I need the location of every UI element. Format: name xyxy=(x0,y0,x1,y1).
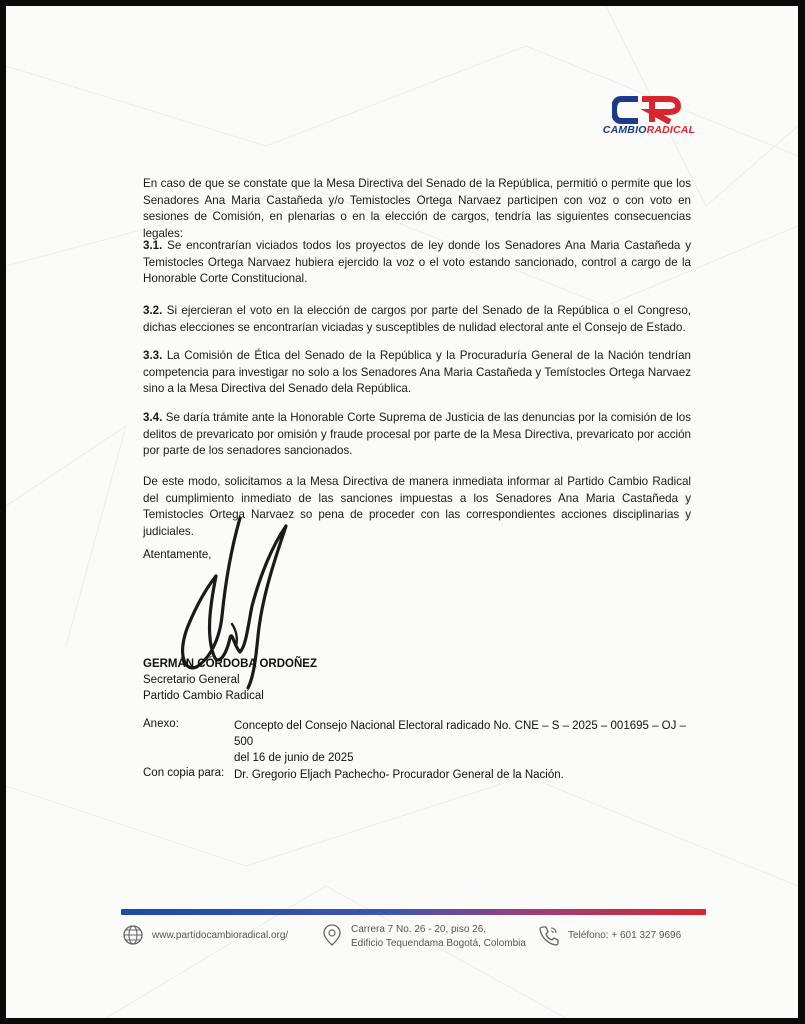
item-text: Se daría trámite ante la Honorable Corte Suprema de Justicia de las denuncias por la comisión de los delitos de prevaricato por omisión y fraude procesal por parte de la Mesa Directiva, prevaricato por acción por parte de los senadores sancionados. xyxy=(143,411,691,457)
intro-paragraph: En caso de que se constate que la Mesa Directiva del Senado de la República, permitió o permite que los Senadores Ana Maria Castañeda y/o Temistocles Ortega Narvaez participen con voz o con voto en sesiones de Comisión, en plenarias o en la elección de cargos, tendría las siguientes consecuencias legales: xyxy=(143,177,691,240)
cr-logo-icon xyxy=(612,96,684,124)
logo-text-radical: RADICAL xyxy=(646,124,696,136)
item-3-3 xyxy=(143,348,691,398)
item-text: La Comisión de Ética del Senado de la República y la Procuraduría General de la Nación tendrían competencia para investigar no solo a los Senadores Ana Maria Castañeda y Temístocles Ortega Narvaez sino a la Mesa Directiva del Senado dela República. xyxy=(143,349,691,395)
globe-icon xyxy=(122,924,144,946)
phone-icon xyxy=(538,924,560,946)
signer-name: GERMÁN CÓRDOBA ORDOÑEZ xyxy=(143,658,317,670)
footer-gradient-bar xyxy=(121,909,706,915)
item-number: 3.3. xyxy=(143,349,163,362)
footer-address xyxy=(351,923,526,951)
logo-text-cambio: CAMBIO xyxy=(602,124,647,136)
footer-address-line-1: Carrera 7 No. 26 - 20, piso 26, xyxy=(351,924,487,935)
item-text: Si ejercieran el voto en la elección de cargos por parte del Senado de la República o el Congreso, dichas elecciones se encontrarían viciadas y susceptibles de nulidad electoral ante el Consejo de Estado. xyxy=(143,304,691,334)
item-text: Se encontrarían viciados todos los proyectos de ley donde los Senadores Ana Maria Castañeda y Temistocles Ortega Narvaez hubiera ejercido la voz o el voto estando sancionado, control a cargo de la Honorable Corte Constitucional. xyxy=(143,239,691,285)
item-3-1 xyxy=(143,238,691,288)
footer-address-line-2: Edificio Tequendama Bogotá, Colombia xyxy=(351,938,526,949)
copy-label: Con copia para: xyxy=(143,767,225,779)
item-number: 3.2. xyxy=(143,304,163,317)
annex-label: Anexo: xyxy=(143,718,179,730)
logo-wordmark xyxy=(584,124,714,136)
annex-value xyxy=(234,718,704,766)
item-3-2 xyxy=(143,303,691,336)
footer-phone: Teléfono: + 601 327 9696 xyxy=(568,930,682,941)
signer-title: Secretario General xyxy=(143,674,240,686)
footer-website: www.partidocambioradical.org/ xyxy=(152,930,289,941)
signer-party: Partido Cambio Radical xyxy=(143,690,264,702)
annex-line-1: Concepto del Consejo Nacional Electoral radicado No. CNE – S – 2025 – 001695 – OJ – 500 xyxy=(234,720,686,748)
item-3-4 xyxy=(143,410,691,460)
closing-paragraph: De este modo, solicitamos a la Mesa Directiva de manera inmediata informar al Partido Cambio Radical del cumplimiento inmediato de las sanciones impuestas a los Senadores Ana Maria Castañeda y Temistocles Ortega Narvaez so pena de proceder con las correspondientes acciones disciplinarias y judiciales. xyxy=(143,475,691,538)
letter-page xyxy=(6,6,798,1018)
copy-value: Dr. Gregorio Eljach Pachecho- Procurador General de la Nación. xyxy=(234,769,564,781)
item-number: 3.4. xyxy=(143,411,163,424)
item-number: 3.1. xyxy=(143,239,163,252)
annex-line-2: del 16 de junio de 2025 xyxy=(234,752,354,764)
cambio-radical-logo xyxy=(584,96,714,141)
salutation: Atentamente, xyxy=(143,549,212,561)
location-pin-icon xyxy=(322,923,342,947)
